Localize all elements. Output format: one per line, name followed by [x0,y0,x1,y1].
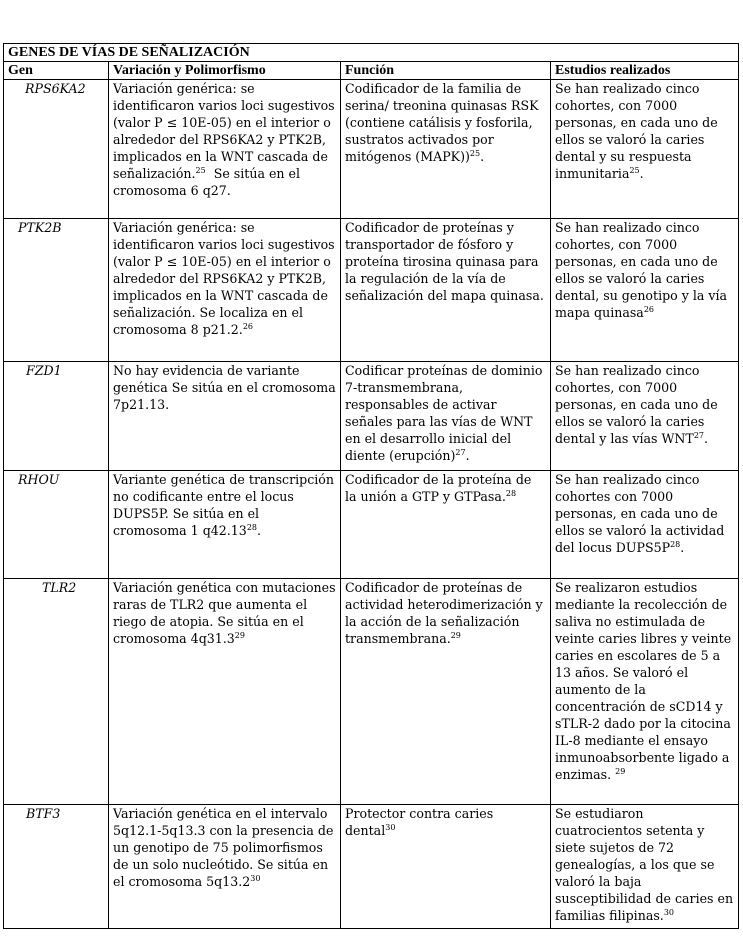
gene-name: RHOU [18,472,60,487]
studies-cell [551,362,739,471]
studies-ref: 28 [670,539,681,549]
variation-text: Variación genética con mutaciones raras de TLR2 que aumenta el riego de atopia. Se sitúa en el cromosoma 4q31.3 [113,580,336,646]
gene-cell [4,219,109,362]
function-ref: 30 [385,822,396,832]
function-cell [341,471,551,579]
gene-cell [4,471,109,579]
function-cell [341,579,551,805]
studies-tail: . [704,431,709,446]
gene-cell [4,579,109,805]
function-text: Codificador de la proteína de la unión a GTP y GTPasa. [345,472,532,504]
function-ref: 27 [455,447,466,457]
studies-ref: 27 [693,430,705,440]
table-row [4,471,739,579]
gene-name: RPS6KA2 [25,81,86,96]
studies-cell [551,579,739,805]
gene-name: TLR2 [42,580,77,595]
studies-ref: 29 [615,766,626,776]
function-text: Codificador de proteínas de actividad heterodimerización y la acción de la señalización transmembrana. [345,580,543,646]
table-title: GENES DE VÍAS DE SEÑALIZACIÓN [4,44,739,62]
function-cell [341,219,551,362]
function-ref: 25 [469,148,481,158]
table-row [4,805,739,929]
function-cell [341,80,551,219]
table-row [4,219,739,362]
function-tail: . [480,149,485,164]
variation-text: Variación genética en el intervalo 5q12.1-5q13.3 con la presencia de un genotipo de 75 polimorfismos de un solo nucleótido. Se sitúa en el cromosoma 5q13.2 [113,806,334,889]
gene-cell [4,362,109,471]
studies-text: Se han realizado cinco cohortes, con 7000 personas, en cada uno de ellos se valoró la caries dental y su respuesta inmunitaria [555,81,718,181]
header-gene: Gen [4,62,109,80]
studies-ref: 25 [629,165,640,175]
title-row [4,44,739,62]
gene-name: BTF3 [26,806,61,821]
table-row [4,80,739,219]
function-text: Protector contra caries dental [345,806,494,838]
function-cell [341,362,551,471]
function-text: Codificador de la familia de serina/ treonina quinasas RSK (contiene catálisis y fosforila, sustratos activados por mitógenos (MAPK)) [345,81,539,164]
function-text: Codificar proteínas de dominio 7-transmembrana, responsables de activar señales para las vías de WNT en el desarrollo inicial del diente (erupción) [345,363,543,463]
variation-ref: 29 [234,630,245,640]
studies-cell [551,805,739,929]
gene-cell [4,80,109,219]
studies-tail: . [680,540,685,555]
function-tail: . [465,448,470,463]
variation-text: Variación genérica: se identificaron varios loci sugestivos (valor P ≤ 10E-05) en el interior o alrededor del RPS6KA2 y PTK2B, implicados en la WNT cascada de señalización. [113,81,335,181]
variation-text: Variante genética de transcripción no codificante entre el locus DUPS5P. Se sitúa en el cromosoma 1 q42.13 [113,472,334,538]
header-variation: Variación y Polimorfismo [109,62,341,80]
variation-cell [109,471,341,579]
header-row [4,62,739,80]
variation-ref: 28 [246,522,257,532]
studies-ref: 26 [643,304,655,314]
studies-text: Se han realizado cinco cohortes con 7000 personas, en cada uno de ellos se valoró la actividad del locus DUPS5P [555,472,725,555]
variation-cell [109,80,341,219]
signaling-genes-table [3,43,739,929]
studies-ref: 30 [663,907,674,917]
variation-text: No hay evidencia de variante genética Se sitúa en el cromosoma 7p21.13. [113,363,336,412]
variation-cell [109,362,341,471]
header-studies: Estudios realizados [551,62,739,80]
variation-text: Variación genérica: se identificaron varios loci sugestivos (valor P ≤ 10E-05) en el interior o alrededor del RPS6KA2 y PTK2B, implicados en la WNT cascada de señalización. Se localiza en el cromosoma 8 p21.2. [113,220,335,337]
gene-cell [4,805,109,929]
studies-text: Se estudiaron cuatrocientos setenta y siete sujetos de 72 genealogías, a los que se valoró la baja susceptibilidad de caries en familias filipinas. [555,806,734,923]
function-ref: 29 [450,630,461,640]
variation-cell [109,579,341,805]
studies-text: Se realizaron estudios mediante la recolección de saliva no estimulada de veinte caries libres y veinte caries en escolares de 5 a 13 años. Se valoró el aumento de la concentración de sCD14 y sTLR-2 dado por la citocina IL-8 mediante el ensayo inmunoabsorbente ligado a enzimas. [555,580,732,782]
studies-cell [551,80,739,219]
variation-cell [109,805,341,929]
variation-tail: Se sitúa en el cromosoma 6 q27. [113,166,305,198]
function-text: Codificador de proteínas y transportador de fósforo y proteína tirosina quinasa para la regulación de la vía de señalización del mapa quinasa. [345,220,544,303]
variation-ref: 30 [250,873,261,883]
variation-cell [109,219,341,362]
gene-name: PTK2B [18,220,62,235]
studies-cell [551,219,739,362]
studies-text: Se han realizado cinco cohortes, con 7000 personas, en cada uno de ellos se valoró la caries dental, su genotipo y la vía mapa quinasa [555,220,728,320]
gene-name: FZD1 [26,363,62,378]
header-function: Función [341,62,551,80]
function-cell [341,805,551,929]
studies-cell [551,471,739,579]
function-ref: 28 [505,488,517,498]
studies-tail: . [639,166,644,181]
studies-text: Se han realizado cinco cohortes, con 7000 personas, en cada uno de ellos se valoró la caries dental y las vías WNT [555,363,718,446]
signaling-genes-table-container [3,43,738,929]
table-row [4,362,739,471]
variation-tail: . [257,523,262,538]
variation-ref: 25 [195,165,206,175]
variation-ref: 26 [242,321,253,331]
table-row [4,579,739,805]
